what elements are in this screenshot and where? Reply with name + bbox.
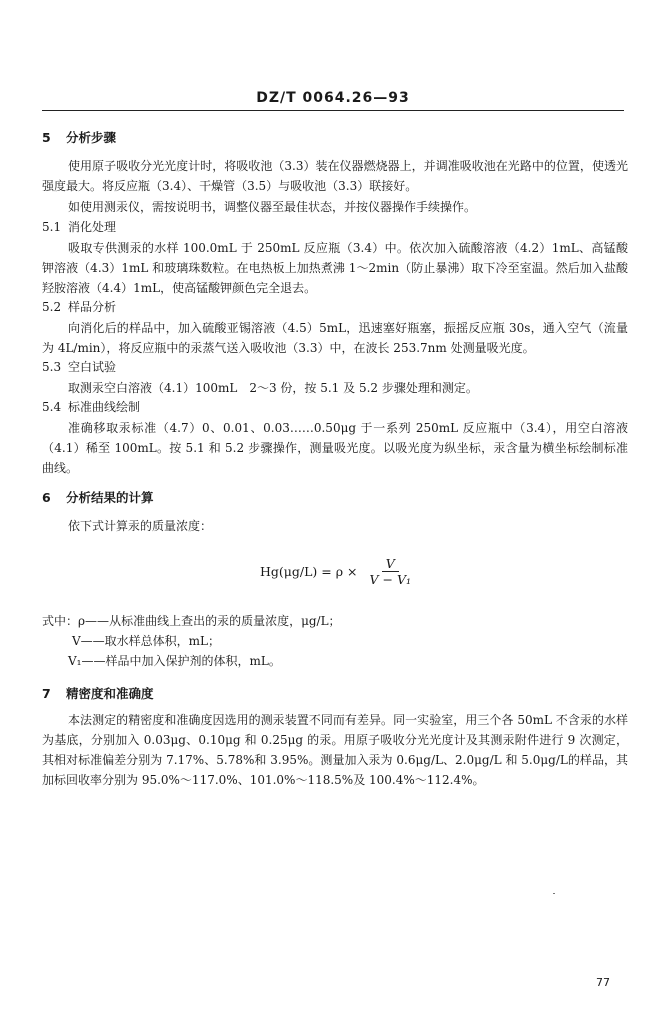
section-heading-5 — [42, 128, 116, 146]
section-heading-7 — [42, 684, 154, 702]
subsection-number: 5.3 — [42, 360, 62, 374]
definition-symbol: V—— — [72, 634, 105, 648]
definition-text: 从标准曲线上查出的汞的质量浓度，μg/L； — [109, 614, 341, 628]
subsection-number: 5.4 — [42, 400, 62, 414]
subsection-number: 5.1 — [42, 220, 62, 234]
paragraph-5-1-body: 吸取专供测汞的水样 100.0mL 于 250mL 反应瓶（3.4）中。依次加入硫酸溶液（4.2）1mL、高锰酸钾溶液（4.3）1mL 和玻璃珠数粒。在电热板上加热煮沸 1～2min（防止暴沸）取下冷至室温。然后加入盐酸羟胺溶液（4.4）1mL，使高锰酸钾颜色完全退去。 — [42, 241, 628, 295]
definition-symbol: 式中：ρ—— — [42, 614, 110, 628]
subsection-title: 样品分析 — [68, 300, 117, 314]
subsection-heading-5-3 — [42, 358, 116, 375]
subsection-title: 消化处理 — [68, 220, 117, 234]
subsection-heading-5-1 — [42, 218, 116, 235]
formula-lhs: Hg(μg/L) = ρ × — [260, 563, 358, 579]
definition-rho — [42, 612, 341, 629]
section-title: 分析结果的计算 — [66, 490, 154, 505]
formula-denominator: V − V₁ — [369, 571, 412, 587]
section-title: 分析步骤 — [66, 130, 117, 145]
mass-concentration-formula — [260, 556, 415, 586]
formula-numerator: V — [382, 557, 399, 572]
subsection-title: 空白试验 — [68, 360, 117, 374]
definition-text: 取水样总体积，mL； — [104, 634, 221, 648]
subsection-number: 5.2 — [42, 300, 62, 314]
paragraph-5-4-body: 准确移取汞标准（4.7）0、0.01、0.03……0.50μg 于一系列 250mL 反应瓶中（3.4），用空白溶液（4.1）稀至 100mL。按 5.1 和 5.2 步骤操作，测量吸光度。以吸光度为纵坐标，汞含量为横坐标绘制标准曲线。 — [42, 421, 628, 475]
subsection-heading-5-4 — [42, 398, 140, 415]
paragraph-7-body: 本法测定的精密度和准确度因选用的测汞装置不同而有差异。同一实验室，用三个各 50mL 不含汞的水样为基底，分别加入 0.03μg、0.10μg 和 0.25μg 的汞。用原子吸收分光光度计及其测汞附件进行 9 次测定，其相对标准偏差分别为 7.17%、5.78%和 3.95%。测量加入汞为 0.6μg/L、2.0μg/L 和 5.0μg/L的样品，其加标回收率分别为 95.0%～117.0%、101.0%～118.5%及 100.4%～112.4%。 — [42, 713, 628, 787]
page-number: 77 — [596, 976, 610, 989]
scan-speck — [553, 893, 555, 894]
header-rule — [42, 110, 624, 111]
formula-fraction — [366, 557, 416, 586]
subsection-title: 标准曲线绘制 — [68, 400, 141, 414]
paragraph-5-3-body: 取测汞空白溶液（4.1）100mL 2～3 份，按 5.1 及 5.2 步骤处理和测定。 — [68, 381, 478, 395]
section-number: 6 — [42, 490, 51, 505]
paragraph-5-2-body: 向消化后的样品中，加入硫酸亚锡溶液（4.5）5mL，迅速塞好瓶塞，振摇反应瓶 30s，通入空气（流量为 4L/min），将反应瓶中的汞蒸气送入吸收池（3.3）中，在波长 253.7nm 处测量吸光度。 — [42, 321, 628, 355]
section-number: 5 — [42, 130, 51, 145]
section-number: 7 — [42, 686, 51, 701]
definition-v1 — [68, 652, 281, 669]
definition-symbol: V₁—— — [68, 654, 106, 668]
standard-code: DZ/T 0064.26—93 — [256, 90, 410, 106]
definition-v — [72, 632, 220, 649]
paragraph-6-body: 依下式计算汞的质量浓度： — [68, 519, 213, 533]
paragraph-5-2: 如使用测汞仪，需按说明书，调整仪器至最佳状态，并按仪器操作手续操作。 — [68, 200, 477, 214]
definition-text: 样品中加入保护剂的体积，mL。 — [105, 654, 281, 668]
subsection-heading-5-2 — [42, 298, 116, 315]
section-heading-6 — [42, 488, 154, 506]
section-title: 精密度和准确度 — [66, 686, 154, 701]
paragraph-5-1: 使用原子吸收分光光度计时，将吸收池（3.3）装在仪器燃烧器上，并调准吸收池在光路中的位置，使透光强度最大。将反应瓶（3.4）、干燥管（3.5）与吸收池（3.3）联接好。 — [42, 159, 628, 193]
